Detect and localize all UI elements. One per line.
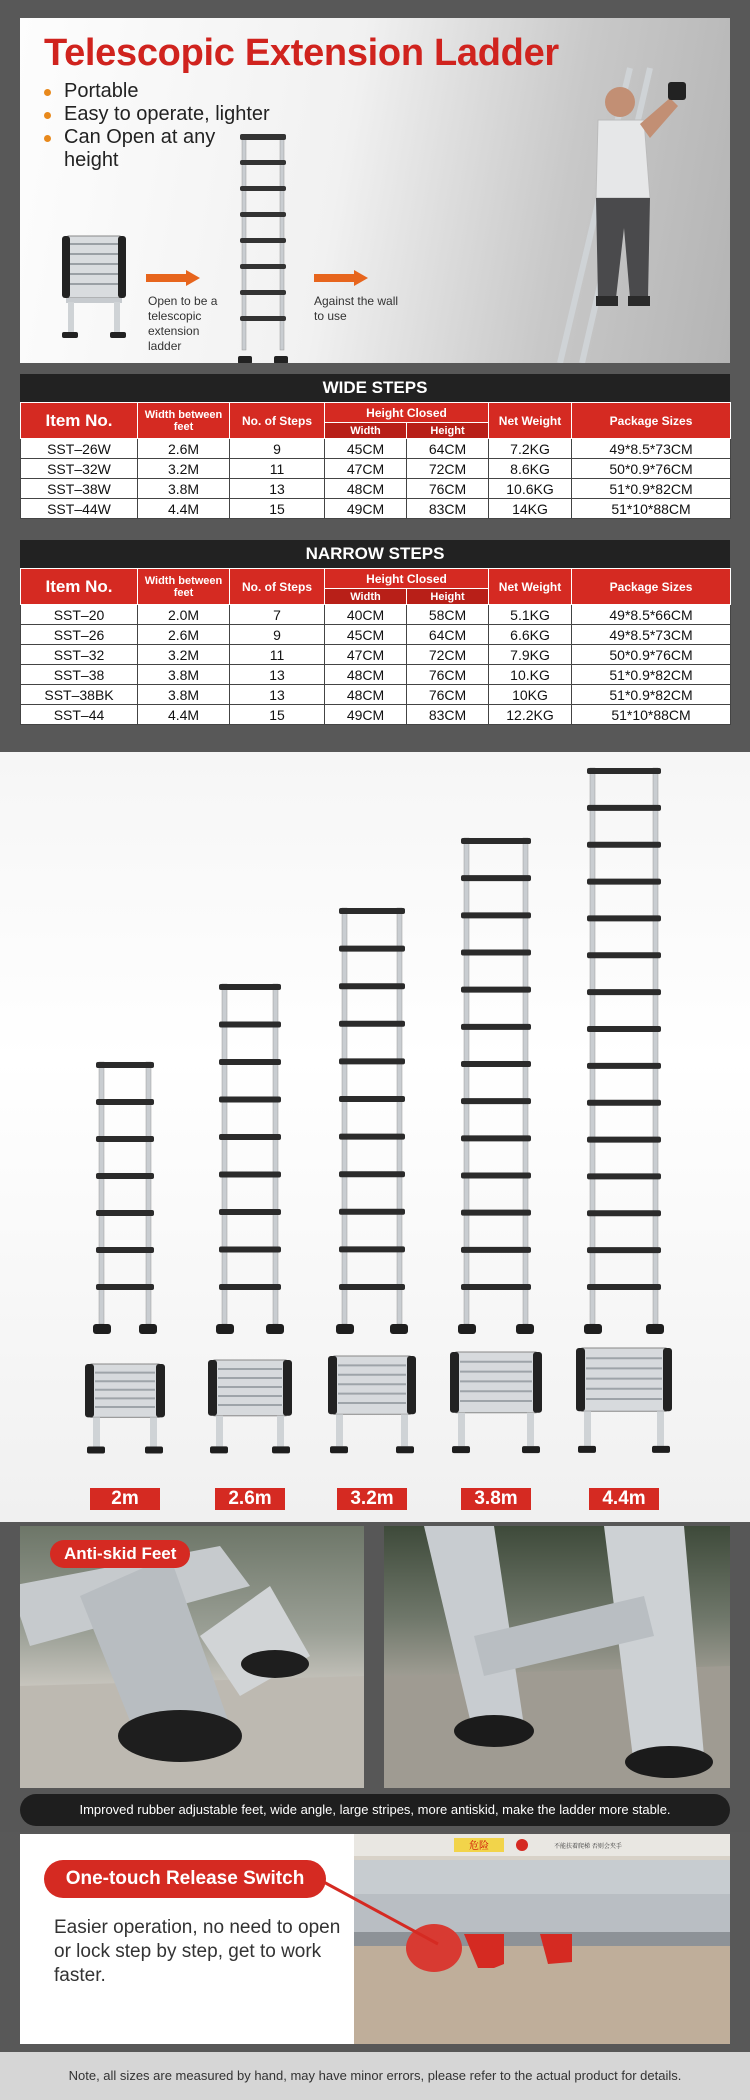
table-cell: 40CM: [325, 605, 407, 625]
table-row: [21, 665, 731, 685]
table-cell: SST–32W: [21, 459, 138, 479]
table-cell: 48CM: [325, 479, 407, 499]
arrow-right-icon: [314, 270, 368, 286]
ladder-rung: [219, 1097, 281, 1103]
ladder-foot: [390, 1324, 408, 1334]
size-label-4-4m: 4.4m: [589, 1488, 659, 1510]
closed-ladder-foot: [396, 1446, 414, 1453]
header-package-sizes: Package Sizes: [572, 569, 731, 605]
ladder-rung: [587, 879, 661, 885]
table-cell: 4.4M: [138, 705, 230, 725]
closed-ladder-cap: [450, 1352, 459, 1413]
wide-steps-table: [20, 402, 731, 519]
table-cell: 2.0M: [138, 605, 230, 625]
table-cell: 49CM: [325, 499, 407, 519]
table-cell: 49*8.5*66CM: [572, 605, 731, 625]
table-cell: 45CM: [325, 625, 407, 645]
table-cell: 11: [230, 459, 325, 479]
table-cell: 49*8.5*73CM: [572, 439, 731, 459]
ladder-rung: [219, 1209, 281, 1215]
ladder-foot: [516, 1324, 534, 1334]
narrow-table-body: [21, 605, 731, 725]
table-cell: 4.4M: [138, 499, 230, 519]
table-cell: 7.9KG: [489, 645, 572, 665]
closed-ladder-leg: [458, 1413, 465, 1446]
header-height-closed: Height Closed: [325, 403, 489, 423]
table-cell: 51*0.9*82CM: [572, 479, 731, 499]
table-cell: SST–38W: [21, 479, 138, 499]
table-cell: SST–44: [21, 705, 138, 725]
table-cell: 49CM: [325, 705, 407, 725]
table-row: [21, 459, 731, 479]
ladder-rung: [219, 1059, 281, 1065]
table-cell: 9: [230, 625, 325, 645]
header-sub-height: Height: [407, 589, 489, 605]
warning-sign-text: 危险: [469, 1841, 489, 1852]
table-cell: 15: [230, 499, 325, 519]
header-steps: No. of Steps: [230, 569, 325, 605]
feature-item: Portable: [42, 80, 272, 103]
table-cell: 72CM: [407, 645, 489, 665]
ladder-rung: [461, 1173, 531, 1179]
table-row: [21, 645, 731, 665]
ladder-rung: [339, 1058, 405, 1064]
bullet-dot-icon: [44, 135, 51, 142]
ladder-rung: [339, 1096, 405, 1102]
anti-skid-photo-right: [384, 1526, 730, 1788]
table-cell: 47CM: [325, 645, 407, 665]
ladder-rung: [339, 1246, 405, 1252]
ladder-rung: [219, 1022, 281, 1028]
ladder-foot: [266, 1324, 284, 1334]
bullet-dot-icon: [44, 112, 51, 119]
ladder-rung: [587, 805, 661, 811]
ladder-rung: [461, 1061, 531, 1067]
anti-skid-photo-left: [20, 1526, 364, 1788]
table-cell: SST–32: [21, 645, 138, 665]
ladder-rail: [342, 908, 347, 1324]
closed-ladder-foot: [210, 1446, 228, 1453]
ladder-rung: [96, 1284, 154, 1290]
ladder-rung: [587, 842, 661, 848]
closed-ladder-cap: [533, 1352, 542, 1413]
table-cell: 48CM: [325, 665, 407, 685]
ladder-rung: [339, 1021, 405, 1027]
anti-skid-section: [0, 1522, 750, 1832]
closed-ladder-foot: [452, 1446, 470, 1453]
table-cell: 51*0.9*82CM: [572, 665, 731, 685]
table-cell: SST–38: [21, 665, 138, 685]
table-cell: 83CM: [407, 499, 489, 519]
ladder-foot: [216, 1324, 234, 1334]
table-cell: 10.6KG: [489, 479, 572, 499]
table-cell: 13: [230, 665, 325, 685]
ladder-rung: [587, 952, 661, 958]
header-sub-width: Width: [325, 589, 407, 605]
arrow-right-icon: [146, 270, 200, 286]
closed-ladder-foot: [272, 1446, 290, 1453]
ladder-foot: [584, 1324, 602, 1334]
table-cell: 3.2M: [138, 645, 230, 665]
ladder-rung: [461, 912, 531, 918]
ladder-rung: [339, 1171, 405, 1177]
table-cell: 9: [230, 439, 325, 459]
closed-ladder-leg: [584, 1411, 591, 1446]
ladder-rung: [219, 984, 281, 990]
header-steps: No. of Steps: [230, 403, 325, 439]
ladder-rung: [96, 1247, 154, 1253]
closed-ladder-cap: [156, 1364, 165, 1417]
table-cell: 10.KG: [489, 665, 572, 685]
table-cell: SST–38BK: [21, 685, 138, 705]
table-cell: 72CM: [407, 459, 489, 479]
wide-table-body: [21, 439, 731, 519]
closed-ladder-leg: [527, 1413, 534, 1446]
table-cell: 58CM: [407, 605, 489, 625]
ladder-foot: [139, 1324, 157, 1334]
table-cell: 2.6M: [138, 625, 230, 645]
ladder-rung: [587, 1210, 661, 1216]
table-cell: 6.6KG: [489, 625, 572, 645]
ladder-rung: [219, 1172, 281, 1178]
header-net-weight: Net Weight: [489, 403, 572, 439]
closed-ladder-leg: [401, 1414, 408, 1446]
header-sub-width: Width: [325, 423, 407, 439]
table-row: [21, 625, 731, 645]
ladder-rung: [339, 1284, 405, 1290]
table-cell: 7: [230, 605, 325, 625]
table-cell: 10KG: [489, 685, 572, 705]
ladder-rung: [587, 915, 661, 921]
table-cell: 3.8M: [138, 479, 230, 499]
ladder-rung: [461, 1247, 531, 1253]
closed-ladder-leg: [336, 1414, 343, 1446]
ladder-rung: [339, 983, 405, 989]
release-switch-badge: One-touch Release Switch: [44, 1860, 326, 1898]
closed-ladder-foot: [652, 1446, 670, 1453]
ladder-rail: [590, 768, 595, 1324]
closed-ladder-cap: [208, 1360, 217, 1416]
table-cell: SST–26: [21, 625, 138, 645]
closed-ladder-foot: [522, 1446, 540, 1453]
ladder-rung: [461, 875, 531, 881]
table-cell: 13: [230, 479, 325, 499]
closed-ladder-leg: [657, 1411, 664, 1446]
table-cell: 12.2KG: [489, 705, 572, 725]
closed-ladder-leg: [277, 1416, 284, 1447]
feature-item: Can Open at any height: [42, 126, 272, 172]
table-row: [21, 479, 731, 499]
table-cell: 3.8M: [138, 685, 230, 705]
closed-ladder-foot: [578, 1446, 596, 1453]
closed-ladder-leg: [216, 1416, 223, 1447]
ladder-rung: [587, 1100, 661, 1106]
release-switch-section: [20, 1834, 730, 2044]
table-cell: 45CM: [325, 439, 407, 459]
table-cell: 13: [230, 685, 325, 705]
header-item-no: Item No.: [21, 403, 138, 439]
table-row: [21, 439, 731, 459]
ladder-rail: [222, 984, 227, 1324]
ladder-rung: [461, 1024, 531, 1030]
ladder-foot: [646, 1324, 664, 1334]
ladder-rung: [219, 1284, 281, 1290]
closed-ladder-cap: [407, 1356, 416, 1414]
ladder-rung: [96, 1173, 154, 1179]
closed-ladder-cap: [663, 1348, 672, 1411]
ladder-rung: [96, 1210, 154, 1216]
caption-wall: Against the wall to use: [314, 294, 399, 323]
table-cell: 51*10*88CM: [572, 499, 731, 519]
measurement-note: Note, all sizes are measured by hand, may have minor errors, please refer to the actual product for details.: [0, 2052, 750, 2100]
table-cell: 76CM: [407, 665, 489, 685]
table-cell: 51*10*88CM: [572, 705, 731, 725]
table-cell: SST–20: [21, 605, 138, 625]
table-cell: 51*0.9*82CM: [572, 685, 731, 705]
closed-ladder-foot: [87, 1447, 105, 1454]
ladder-rung: [587, 989, 661, 995]
table-row: [21, 685, 731, 705]
anti-skid-caption: Improved rubber adjustable feet, wide angle, large stripes, more antiskid, make the ladder more stable.: [20, 1794, 730, 1826]
ladder-rung: [461, 987, 531, 993]
ladder-rail: [273, 984, 278, 1324]
warning-sign-small-text: 不能扶着爬梯 否则会夹手: [554, 1843, 622, 1850]
table-cell: 14KG: [489, 499, 572, 519]
table-cell: 64CM: [407, 439, 489, 459]
hero-banner: [20, 18, 730, 363]
table-cell: 76CM: [407, 479, 489, 499]
wide-steps-title: WIDE STEPS: [20, 374, 730, 402]
size-label-3-2m: 3.2m: [337, 1488, 407, 1510]
ladder-rung: [461, 1210, 531, 1216]
ladder-rung: [219, 1134, 281, 1140]
ladder-rung: [461, 838, 531, 844]
closed-ladder-cap: [328, 1356, 337, 1414]
size-label-2m: 2m: [90, 1488, 160, 1510]
header-sub-height: Height: [407, 423, 489, 439]
ladder-rung: [461, 950, 531, 956]
ladder-rung: [96, 1062, 154, 1068]
closed-ladder-cap: [576, 1348, 585, 1411]
ladder-size-lineup: [0, 752, 750, 1522]
ladder-rung: [461, 1135, 531, 1141]
ladder-rung: [587, 1247, 661, 1253]
ladder-rung: [587, 1173, 661, 1179]
table-cell: 11: [230, 645, 325, 665]
ladder-rung: [339, 1209, 405, 1215]
header-height-closed: Height Closed: [325, 569, 489, 589]
header-net-weight: Net Weight: [489, 569, 572, 605]
closed-ladder-leg: [150, 1417, 157, 1446]
closed-ladder-cap: [85, 1364, 94, 1417]
ladder-rung: [96, 1099, 154, 1105]
ladder-foot-outdoor: [384, 1526, 730, 1788]
table-cell: SST–44W: [21, 499, 138, 519]
ladder-rung: [96, 1136, 154, 1142]
ladder-rung: [587, 768, 661, 774]
size-label-2-6m: 2.6m: [215, 1488, 285, 1510]
ladder-rail: [653, 768, 658, 1324]
ladder-rung: [339, 908, 405, 914]
size-label-3-8m: 3.8m: [461, 1488, 531, 1510]
release-switch-description: Easier operation, no need to open or lock step by step, get to work faster.: [54, 1917, 341, 1986]
header-package-sizes: Package Sizes: [572, 403, 731, 439]
table-cell: 76CM: [407, 685, 489, 705]
ladder-rung: [339, 946, 405, 952]
closed-ladder-cap: [283, 1360, 292, 1416]
anti-skid-badge: Anti-skid Feet: [50, 1540, 190, 1568]
ladder-rung: [587, 1284, 661, 1290]
table-cell: 5.1KG: [489, 605, 572, 625]
ladder-rung: [587, 1026, 661, 1032]
ladder-foot: [93, 1324, 111, 1334]
ladder-foot: [458, 1324, 476, 1334]
table-cell: 50*0.9*76CM: [572, 459, 731, 479]
table-cell: 48CM: [325, 685, 407, 705]
table-cell: 50*0.9*76CM: [572, 645, 731, 665]
ladder-rung: [219, 1247, 281, 1253]
ladder-rung: [461, 1098, 531, 1104]
table-cell: 47CM: [325, 459, 407, 479]
table-cell: SST–26W: [21, 439, 138, 459]
closed-ladder-image: [58, 232, 130, 340]
worker-photo: [520, 58, 730, 363]
table-cell: 3.8M: [138, 665, 230, 685]
table-row: [21, 605, 731, 625]
narrow-steps-table: [20, 568, 731, 725]
header-width-between-feet: Width between feet: [138, 403, 230, 439]
caption-open: Open to be a telescopic extension ladder: [148, 294, 218, 353]
table-row: [21, 705, 731, 725]
ladder-rail: [397, 908, 402, 1324]
closed-ladder-foot: [330, 1446, 348, 1453]
table-cell: 64CM: [407, 625, 489, 645]
feature-item: Easy to operate, lighter: [42, 103, 272, 126]
table-cell: 7.2KG: [489, 439, 572, 459]
ladder-rung: [461, 1284, 531, 1290]
table-cell: 49*8.5*73CM: [572, 625, 731, 645]
hero-title: Telescopic Extension Ladder: [44, 32, 559, 74]
bullet-dot-icon: [44, 89, 51, 96]
header-item-no: Item No.: [21, 569, 138, 605]
header-width-between-feet: Width between feet: [138, 569, 230, 605]
narrow-steps-title: NARROW STEPS: [20, 540, 730, 568]
table-cell: 3.2M: [138, 459, 230, 479]
table-cell: 2.6M: [138, 439, 230, 459]
ladder-lineup-illustration: [0, 752, 750, 1522]
table-row: [21, 499, 731, 519]
table-cell: 15: [230, 705, 325, 725]
closed-ladder-foot: [145, 1447, 163, 1454]
closed-ladder-leg: [93, 1417, 100, 1446]
table-cell: 83CM: [407, 705, 489, 725]
extended-ladder-image: [234, 130, 292, 363]
table-cell: 8.6KG: [489, 459, 572, 479]
ladder-rung: [587, 1063, 661, 1069]
ladder-foot: [336, 1324, 354, 1334]
ladder-rung: [339, 1134, 405, 1140]
ladder-rung: [587, 1137, 661, 1143]
